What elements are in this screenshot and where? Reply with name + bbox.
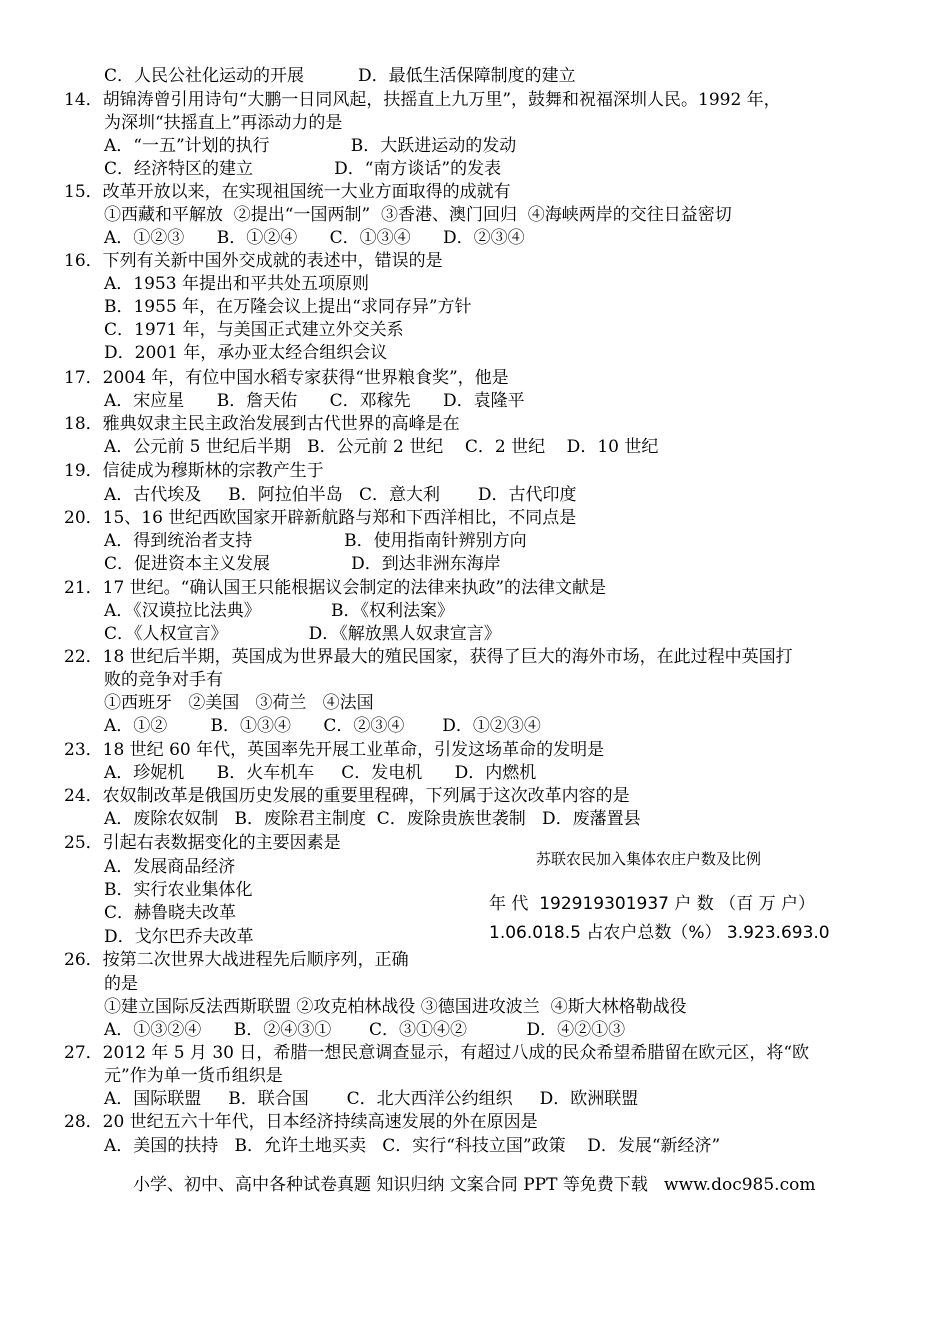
- text-line: C．人民公社化运动的开展 D．最低生活保障制度的建立: [104, 66, 576, 86]
- text-line: C．赫鲁晓夫改革: [104, 903, 237, 923]
- text-line: 15．改革开放以来，在实现祖国统一大业方面取得的成就有: [64, 182, 511, 202]
- table-row-2: 1.06.018.5 占农户总数（%） 3.923.693.0: [489, 923, 830, 943]
- text-line: C．促进资本主义发展 D．到达非洲东海岸: [104, 554, 501, 574]
- text-line: A．“一五”计划的执行 B．大跃进运动的发动: [104, 136, 517, 156]
- text-line: A．珍妮机 B．火车机车 C．发电机 D．内燃机: [104, 763, 537, 783]
- table-row-1: 年 代 192919301937 户 数 （百 万 户）: [489, 894, 816, 914]
- text-line: 20．15、16 世纪西欧国家开辟新航路与郑和下西洋相比，不同点是: [64, 508, 577, 528]
- text-line: D．戈尔巴乔夫改革: [104, 927, 254, 947]
- text-line: A．废除农奴制 B．废除君主制度 C．废除贵族世袭制 D．废藩置县: [104, 809, 641, 829]
- text-line: A．得到统治者支持 B．使用指南针辨别方向: [104, 531, 527, 551]
- text-line: A．①②③ B．①②④ C．①③④ D．②③④: [104, 228, 525, 248]
- text-line: A．《汉谟拉比法典》 B．《权利法案》: [104, 601, 455, 621]
- text-line: 16．下列有关新中国外交成就的表述中，错误的是: [64, 251, 443, 271]
- text-line: A．古代埃及 B．阿拉伯半岛 C．意大利 D．古代印度: [104, 485, 577, 505]
- text-line: 26．按第二次世界大战进程先后顺序列，正确: [64, 950, 409, 970]
- text-line: 21．17 世纪。“确认国王只能根据议会制定的法律来执政”的法律文献是: [64, 578, 607, 598]
- text-line: D．2001 年，承办亚太经合组织会议: [104, 343, 388, 363]
- text-line: 败的竞争对手有: [104, 670, 223, 690]
- text-line: C．《人权宣言》 D．《解放黑人奴隶宣言》: [104, 624, 501, 644]
- text-line: 23．18 世纪 60 年代，英国率先开展工业革命，引发这场革命的发明是: [64, 740, 605, 760]
- text-line: ①西班牙 ②美国 ③荷兰 ④法国: [104, 693, 374, 713]
- text-line: A．①③②④ B．②④③① C．③①④② D．④②①③: [104, 1020, 626, 1040]
- text-line: A．1953 年提出和平共处五项原则: [104, 274, 369, 294]
- text-line: ①西藏和平解放 ②提出“一国两制” ③香港、澳门回归 ④海峡两岸的交往日益密切: [104, 205, 732, 225]
- text-line: A．公元前 5 世纪后半期 B．公元前 2 世纪 C．2 世纪 D．10 世纪: [104, 437, 659, 457]
- text-line: A．宋应星 B．詹天佑 C．邓稼先 D．袁隆平: [104, 391, 525, 411]
- table-caption: 苏联农民加入集体农庄户数及比例: [536, 850, 762, 868]
- text-line: 24．农奴制改革是俄国历史发展的重要里程碑，下列属于这次改革内容的是: [64, 786, 630, 806]
- text-line: 18．雅典奴隶主民主政治发展到古代世界的高峰是在: [64, 414, 460, 434]
- text-line: 元”作为单一货币组织是: [104, 1066, 283, 1086]
- text-line: B．实行农业集体化: [104, 880, 253, 900]
- text-line: 的是: [104, 974, 138, 994]
- text-line: A．国际联盟 B．联合国 C．北大西洋公约组织 D．欧洲联盟: [104, 1089, 639, 1109]
- text-line: ①建立国际反法西斯联盟 ②攻克柏林战役 ③德国进攻波兰 ④斯大林格勒战役: [104, 997, 687, 1017]
- text-line: 为深圳“扶摇直上”再添动力的是: [104, 113, 343, 133]
- text-line: A．发展商品经济: [104, 857, 236, 877]
- text-line: 19．信徒成为穆斯林的宗教产生于: [64, 461, 324, 481]
- text-line: B．1955 年，在万隆会议上提出“求同存异”方针: [104, 297, 472, 317]
- text-line: 14．胡锦涛曾引用诗句“大鹏一日同风起，扶摇直上九万里”，鼓舞和祝福深圳人民。1992 年，: [64, 90, 781, 110]
- text-line: 17．2004 年，有位中国水稻专家获得“世界粮食奖”，他是: [64, 368, 509, 388]
- text-line: 25．引起右表数据变化的主要因素是: [64, 833, 341, 853]
- text-line: A．美国的扶持 B．允许土地买卖 C．实行“科技立国”政策 D．发展“新经济”: [104, 1136, 721, 1156]
- text-line: 22．18 世纪后半期，英国成为世界最大的殖民国家，获得了巨大的海外市场，在此过程中英国打: [64, 647, 793, 667]
- text-line: 28．20 世纪五六十年代，日本经济持续高速发展的外在原因是: [64, 1112, 538, 1132]
- text-line: C．1971 年，与美国正式建立外交关系: [104, 320, 404, 340]
- text-line: 27．2012 年 5 月 30 日，希腊一想民意调查显示，有超过八成的民众希望希腊留在欧元区，将“欧: [64, 1043, 810, 1063]
- text-line: A．①② B．①③④ C．②③④ D．①②③④: [104, 716, 541, 736]
- footer-text: 小学、初中、高中各种试卷真题 知识归纳 文案合同 PPT 等免费下载 www.doc985.com: [133, 1175, 816, 1195]
- text-line: C．经济特区的建立 D．“南方谈话”的发表: [104, 159, 502, 179]
